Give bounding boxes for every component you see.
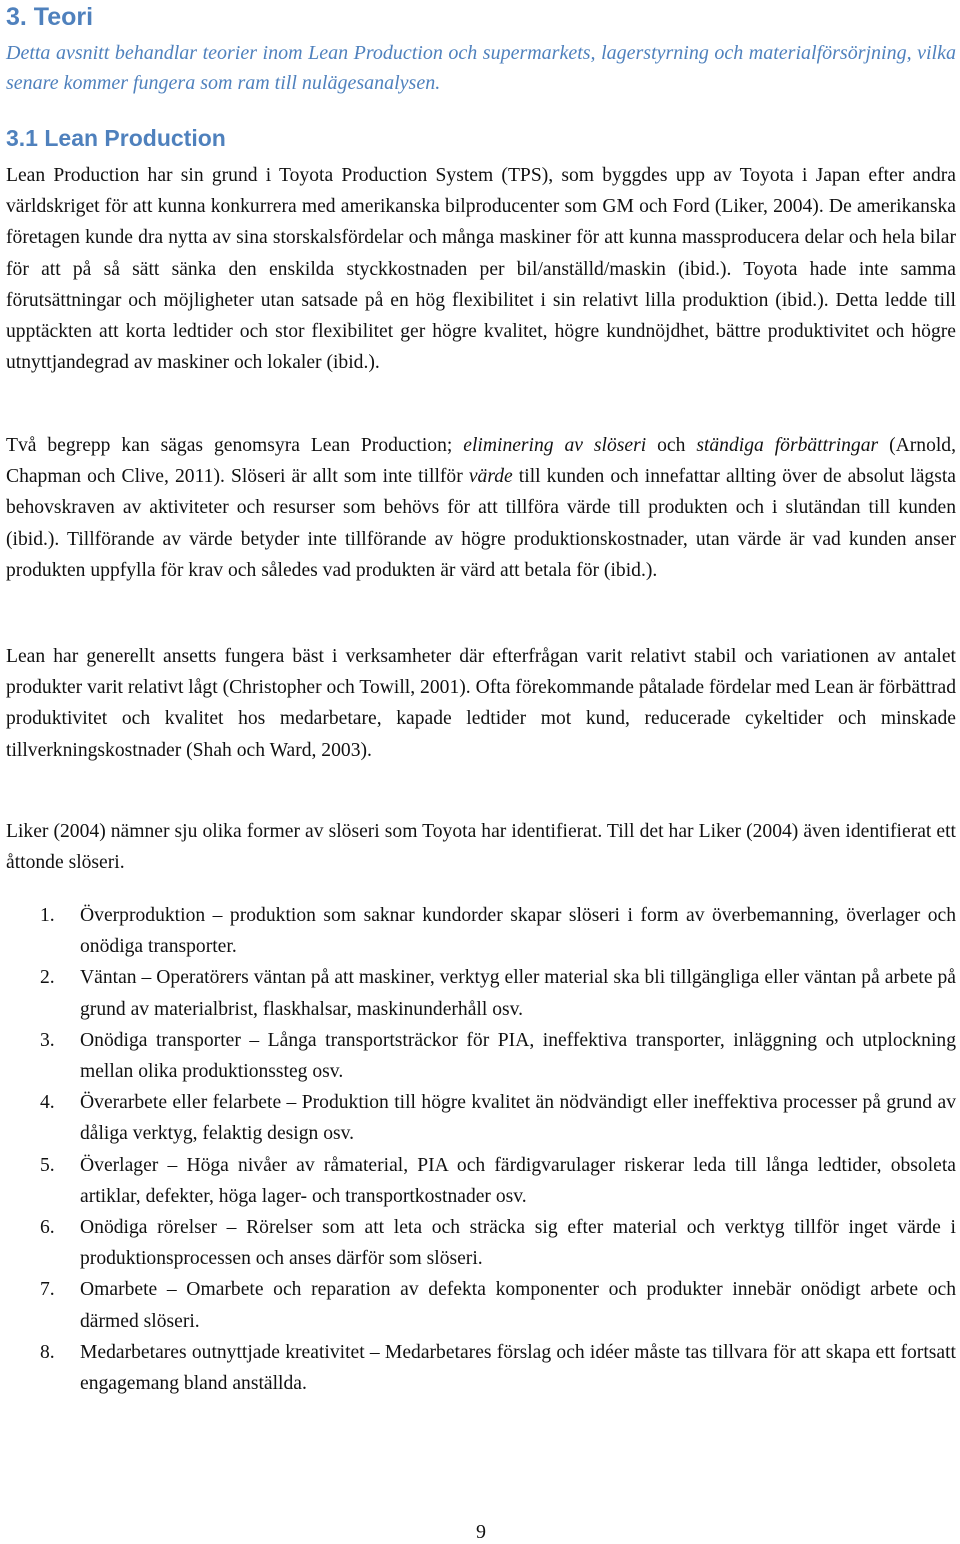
paragraph-text: och	[646, 435, 697, 456]
paragraph-text: Två begrepp kan sägas genomsyra Lean Production;	[6, 435, 464, 456]
list-item-number: 5.	[40, 1154, 55, 1176]
list-item	[6, 1274, 956, 1336]
list-item-number: 2.	[40, 967, 55, 989]
list-item	[6, 1087, 956, 1149]
emphasis-term: värde	[468, 466, 513, 488]
page-number: 9	[476, 1521, 486, 1543]
list-item	[6, 1337, 956, 1399]
list-item-number: 8.	[40, 1341, 55, 1363]
emphasis-term: ständiga förbättringar	[696, 435, 879, 456]
paragraph-lean-benefits: Lean har generellt ansetts fungera bäst i verksamheter där efterfrågan varit relativt stabil och variationen av antalet produkter varit relativt lågt (Christopher och Towill, 2001). Ofta förekommande påtalade fördelar med Lean är förbättrad produktivitet och kvalitet hos medarbetare, kapade ledtider mot kund, reducerade cykeltider och minskade tillverkningskostnader (Shah och Ward, 2003).	[6, 646, 956, 761]
paragraph-text: (Arnold, Chapman och Clive, 2011). Slöseri är allt som inte tillför	[6, 435, 957, 488]
list-item-text: Överlager – Höga nivåer av råmaterial, PIA och färdigvarulager riskerar leda till långa ledtider, obsoleta artiklar, defekter, höga lager- och transportkostnader osv.	[80, 1154, 956, 1207]
paragraph-text: till kunden och innefattar allting över de absolut lägsta behovskraven av aktiviteter och resurser som behövs för att tillföra värde till produkten och i slutändan till kunden (ibid.). Tillförande av värde betyder inte tillförande av högre produktionskostnader, utan värde är vad kunden anser produkten uppfylla för krav och således vad produkten är värd att betala för (ibid.).	[6, 466, 956, 581]
chapter-heading: 3. Teori	[6, 3, 94, 31]
emphasis-term: eliminering av slöseri	[463, 435, 647, 456]
list-item-number: 4.	[40, 1092, 55, 1114]
list-item-text: Överarbete eller felarbete – Produktion till högre kvalitet än nödvändigt eller ineffektiva processer på grund av dåliga verktyg, felaktig design osv.	[80, 1092, 956, 1145]
list-item	[6, 962, 956, 1024]
section-heading: 3.1 Lean Production	[6, 125, 226, 151]
list-item-text: Överproduktion – produktion som saknar kundorder skapar slöseri i form av överbemanning, överlager och onödiga transporter.	[80, 905, 956, 958]
chapter-intro: Detta avsnitt behandlar teorier inom Lean Production och supermarkets, lagerstyrning och materialförsörjning, vilka senare kommer fungera som ram till nulägesanalysen.	[6, 42, 956, 94]
list-item	[6, 1150, 956, 1212]
paragraph-waste-intro: Liker (2004) nämner sju olika former av slöseri som Toyota har identifierat. Till det har Liker (2004) även identifierat ett åttonde slöseri.	[6, 821, 956, 874]
list-item-number: 3.	[40, 1029, 55, 1051]
list-item-text: Medarbetares outnyttjade kreativitet – Medarbetares förslag och idéer måste tas tillvara för att skapa ett fortsatt engagemang bland anställda.	[80, 1341, 956, 1395]
list-item	[6, 1212, 956, 1274]
list-item	[6, 900, 956, 962]
paragraph-tps-history: Lean Production har sin grund i Toyota Production System (TPS), som byggdes upp av Toyota i Japan efter andra världskriget för att kunna konkurrera med amerikanska bilproducenter som GM och Ford (Liker, 2004). De amerikanska företagen kunde dra nytta av sina storskalsfördelar och många maskiner för att kunna massproducera delar och hela bilar för att på så sätt sänka den enskilda styckkostnaden per bil/anställd/maskin (ibid.). Toyota hade inte samma förutsättningar och möjligheter utan satsade på en hög flexibilitet i sin relativt lilla produktion (ibid.). Detta ledde till upptäckten att korta ledtider och stor flexibilitet ger högre kvalitet, högre kundnöjdhet, bättre produktivitet och högre utnyttjandegrad av maskiner och lokaler (ibid.).	[6, 165, 956, 374]
list-item-number: 1.	[40, 905, 55, 926]
list-item-text: Onödiga transporter – Långa transportsträckor för PIA, ineffektiva transporter, inläggning och utplockning mellan olika produktionssteg osv.	[80, 1029, 956, 1083]
list-item-text: Väntan – Operatörers väntan på att maskiner, verktyg eller material ska bli tillgängliga eller väntan på arbete på grund av materialbrist, flaskhalsar, maskinunderhåll osv.	[80, 967, 956, 1020]
waste-list	[6, 900, 956, 1399]
list-item-text: Onödiga rörelser – Rörelser som att leta och sträcka sig efter material och verktyg tillför inget värde i produktionsprocessen och anses därför som slöseri.	[80, 1217, 956, 1270]
paragraph-two-concepts	[6, 430, 956, 586]
list-item-text: Omarbete – Omarbete och reparation av defekta komponenter och produkter innebär onödigt arbete och därmed slöseri.	[80, 1279, 956, 1332]
list-item	[6, 1025, 956, 1087]
list-item-number: 6.	[40, 1217, 55, 1239]
list-item-number: 7.	[40, 1279, 55, 1301]
